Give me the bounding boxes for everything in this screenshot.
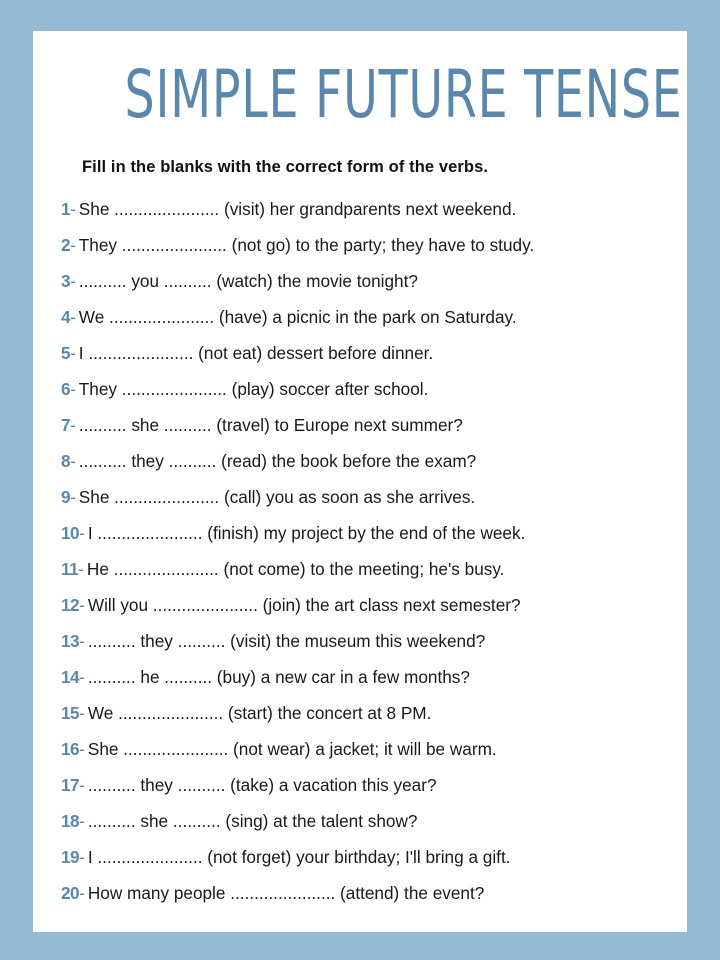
item-text: He ...................... (not come) to the meeting; he's busy. bbox=[86, 559, 505, 579]
item-number: 3 bbox=[61, 271, 71, 291]
item-number: 9 bbox=[61, 487, 71, 507]
exercise-item-4 bbox=[61, 305, 534, 341]
item-number: 2 bbox=[61, 235, 71, 255]
item-text: They ...................... (not go) to the party; they have to study. bbox=[78, 235, 535, 255]
item-text: She ...................... (visit) her grandparents next weekend. bbox=[78, 199, 517, 219]
item-number: 7 bbox=[61, 415, 71, 435]
item-number: 11 bbox=[61, 559, 79, 579]
item-text: I ...................... (not forget) your birthday; I'll bring a gift. bbox=[87, 847, 511, 867]
exercise-item-1 bbox=[61, 197, 534, 233]
item-text: She ...................... (call) you as soon as she arrives. bbox=[78, 487, 476, 507]
item-dash: - bbox=[70, 343, 76, 363]
item-number: 16 bbox=[61, 739, 80, 759]
item-text: I ...................... (finish) my project by the end of the week. bbox=[87, 523, 526, 543]
item-number: 18 bbox=[61, 811, 80, 831]
item-dash: - bbox=[79, 667, 85, 687]
item-dash: - bbox=[79, 703, 85, 723]
item-dash: - bbox=[78, 559, 84, 579]
item-dash: - bbox=[70, 199, 76, 219]
item-number: 17 bbox=[61, 775, 80, 795]
item-text: They ...................... (play) soccer after school. bbox=[78, 379, 429, 399]
item-number: 20 bbox=[61, 883, 80, 903]
item-text: Will you ...................... (join) the art class next semester? bbox=[87, 595, 521, 615]
item-number: 19 bbox=[61, 847, 80, 867]
exercise-item-19 bbox=[61, 845, 534, 881]
exercise-item-5 bbox=[61, 341, 534, 377]
worksheet-title: SIMPLE FUTURE TENSE bbox=[124, 56, 683, 133]
item-text: We ...................... (start) the concert at 8 PM. bbox=[87, 703, 432, 723]
item-text: .......... they .......... (read) the book before the exam? bbox=[78, 451, 477, 471]
exercise-item-18 bbox=[61, 809, 534, 845]
item-text: I ...................... (not eat) dessert before dinner. bbox=[78, 343, 434, 363]
item-text: .......... she .......... (travel) to Europe next summer? bbox=[78, 415, 463, 435]
exercise-item-17 bbox=[61, 773, 534, 809]
item-dash: - bbox=[79, 883, 85, 903]
exercise-item-3 bbox=[61, 269, 534, 305]
exercise-item-11 bbox=[61, 557, 534, 593]
item-number: 15 bbox=[61, 703, 80, 723]
item-text: .......... they .......... (take) a vacation this year? bbox=[87, 775, 437, 795]
item-text: We ...................... (have) a picnic in the park on Saturday. bbox=[78, 307, 517, 327]
item-dash: - bbox=[79, 847, 85, 867]
item-number: 4 bbox=[61, 307, 71, 327]
item-dash: - bbox=[70, 451, 76, 471]
worksheet-card bbox=[33, 31, 687, 932]
exercise-item-7 bbox=[61, 413, 534, 449]
item-dash: - bbox=[70, 487, 76, 507]
exercise-item-13 bbox=[61, 629, 534, 665]
exercise-item-8 bbox=[61, 449, 534, 485]
instructions: Fill in the blanks with the correct form of the verbs. bbox=[82, 158, 489, 176]
exercise-item-15 bbox=[61, 701, 534, 737]
exercise-item-20 bbox=[61, 881, 534, 917]
exercise-item-9 bbox=[61, 485, 534, 521]
item-dash: - bbox=[79, 595, 85, 615]
item-number: 6 bbox=[61, 379, 71, 399]
item-text: .......... you .......... (watch) the movie tonight? bbox=[78, 271, 418, 291]
item-dash: - bbox=[70, 415, 76, 435]
item-number: 10 bbox=[61, 523, 80, 543]
exercise-item-12 bbox=[61, 593, 534, 629]
item-dash: - bbox=[79, 811, 85, 831]
item-dash: - bbox=[70, 235, 76, 255]
item-number: 14 bbox=[61, 667, 80, 687]
item-number: 13 bbox=[61, 631, 80, 651]
item-text: How many people ...................... (attend) the event? bbox=[87, 883, 485, 903]
exercise-item-10 bbox=[61, 521, 534, 557]
item-dash: - bbox=[79, 523, 85, 543]
exercise-item-14 bbox=[61, 665, 534, 701]
exercise-list bbox=[61, 197, 534, 917]
item-text: .......... they .......... (visit) the museum this weekend? bbox=[87, 631, 486, 651]
item-text: She ...................... (not wear) a jacket; it will be warm. bbox=[87, 739, 497, 759]
item-dash: - bbox=[70, 271, 76, 291]
exercise-item-16 bbox=[61, 737, 534, 773]
item-text: .......... he .......... (buy) a new car in a few months? bbox=[87, 667, 470, 687]
item-dash: - bbox=[70, 307, 76, 327]
exercise-item-6 bbox=[61, 377, 534, 413]
item-text: .......... she .......... (sing) at the talent show? bbox=[87, 811, 418, 831]
item-dash: - bbox=[79, 631, 85, 651]
item-dash: - bbox=[79, 775, 85, 795]
item-number: 8 bbox=[61, 451, 71, 471]
item-number: 1 bbox=[61, 199, 71, 219]
item-number: 12 bbox=[61, 595, 80, 615]
exercise-item-2 bbox=[61, 233, 534, 269]
item-number: 5 bbox=[61, 343, 71, 363]
item-dash: - bbox=[79, 739, 85, 759]
item-dash: - bbox=[70, 379, 76, 399]
